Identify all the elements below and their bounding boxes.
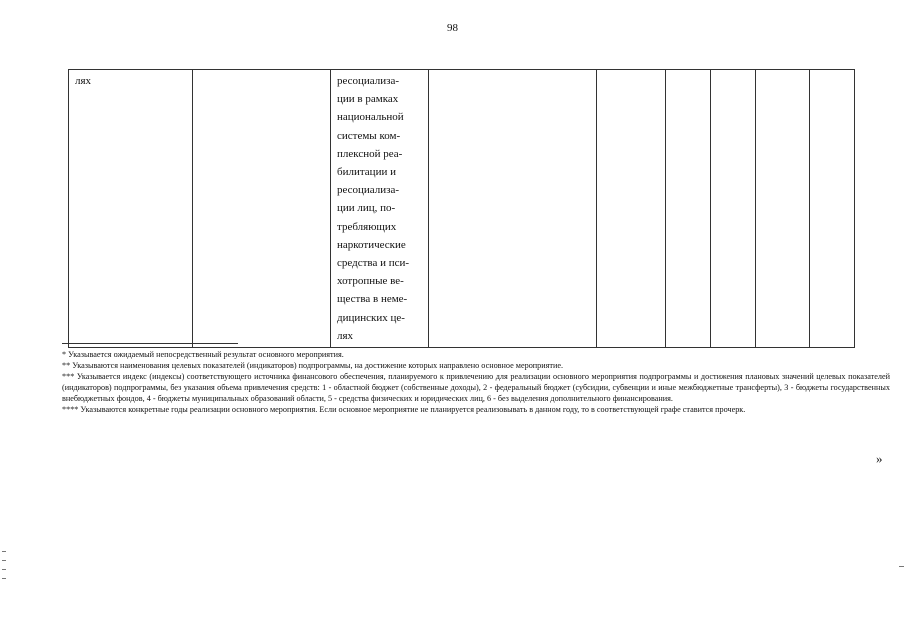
table-cell: лях xyxy=(69,70,193,348)
footnote-item: ** Указываются наименования целевых показателей (индикаторов) подпрограммы, на достижение которых направлено основное мероприятие. xyxy=(62,361,564,370)
table-cell xyxy=(429,70,597,348)
table-cell xyxy=(810,70,855,348)
continuation-table xyxy=(68,69,855,348)
footnote-item: **** Указываются конкретные годы реализации основного мероприятия. Если основное мероприятие не планируется реализовывать в данном году, то в соответствующей графе ставится прочерк. xyxy=(62,405,746,414)
page-number: 98 xyxy=(447,22,458,34)
closing-quote-mark: » xyxy=(876,451,883,466)
table-cell: ресоциализа- ции в рамках национальной системы ком- плексной реа- билитации и ресоциализа- ции лиц, по- требляющих наркотические средства и пси- хотропные ве- щества в неме- дицинских це- лях xyxy=(331,70,429,348)
edge-tick-mark xyxy=(899,566,904,567)
footnote-separator xyxy=(62,343,238,344)
footnote-item: * Указывается ожидаемый непосредственный результат основного мероприятия. xyxy=(62,350,344,359)
table-cell xyxy=(597,70,666,348)
table-row xyxy=(69,70,855,348)
table-cell xyxy=(711,70,756,348)
footnotes xyxy=(62,349,890,415)
binding-edge-marks xyxy=(2,551,6,591)
footnote-item: *** Указывается индекс (индексы) соответствующего источника финансового обеспечения, планируемого к привлечению для реализации основного мероприятия подпрограммы и достижения плановых значений целевых показателей (индикаторов) подпрограммы, без указания объема привлечения средств: 1 - областной бюджет (собственные доходы), 2 - федеральный бюджет (субсидии, субвенции и иные межбюджетные трансферты), 3 - бюджеты государственных внебюджетных фондов, 4 - бюджеты муниципальных образований области, 5 - средства физических и юридических лиц, 6 - без выделения дополнительного финансирования. xyxy=(62,372,890,403)
table-cell xyxy=(193,70,331,348)
table-cell xyxy=(756,70,810,348)
table-cell xyxy=(666,70,711,348)
